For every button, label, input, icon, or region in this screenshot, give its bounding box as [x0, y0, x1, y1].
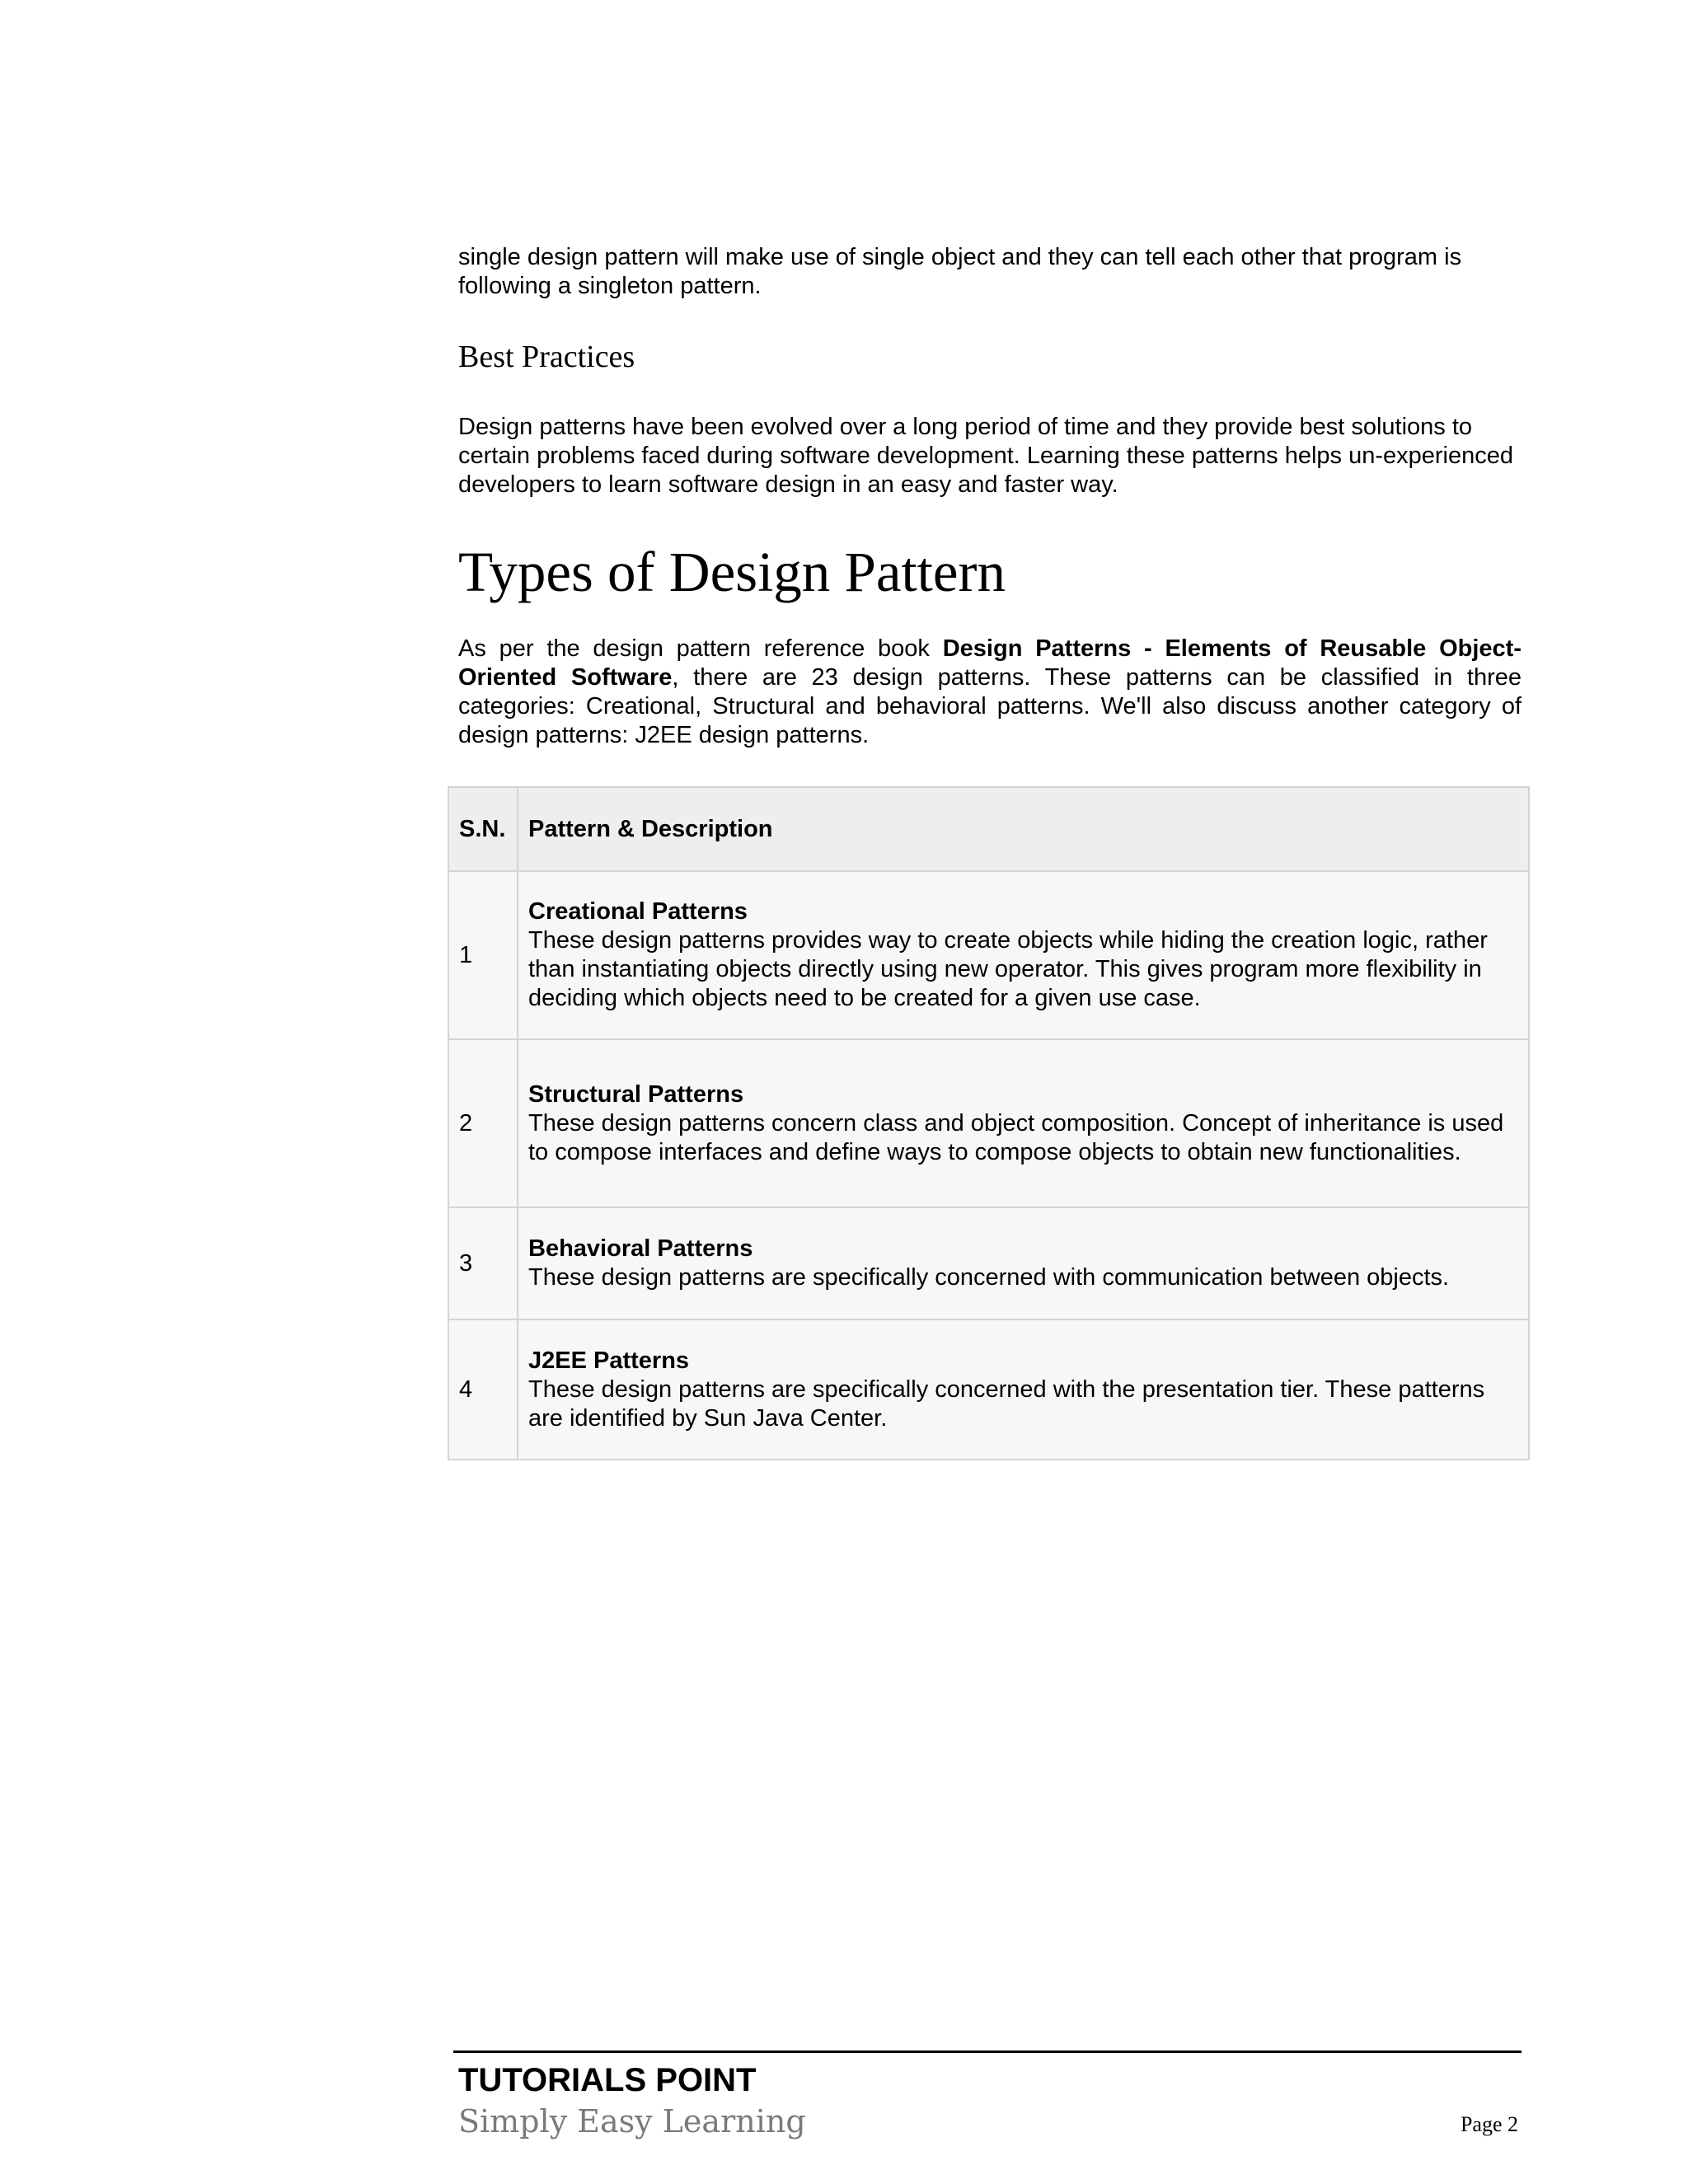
- row-sn: 4: [448, 1319, 518, 1460]
- best-practices-heading: Best Practices: [458, 340, 635, 374]
- row-title: Behavioral Patterns: [528, 1235, 753, 1262]
- patterns-table: [448, 786, 1530, 1460]
- row-sn: 3: [448, 1207, 518, 1319]
- footer-tagline: Simply Easy Learning: [458, 2103, 806, 2139]
- row-sn: 1: [448, 871, 518, 1039]
- table-header-row: [448, 787, 1529, 871]
- best-practices-paragraph: Design patterns have been evolved over a long period of time and they provide best solutions to certain problems faced during software development. Learning these patterns helps un-experienced developers to learn software design in an easy and faster way.: [458, 414, 1513, 498]
- types-paragraph-before: As per the design pattern reference book: [458, 635, 943, 662]
- types-paragraph: [458, 635, 1522, 750]
- row-content: [518, 871, 1529, 1039]
- row-content: [518, 1207, 1529, 1319]
- table-row: [448, 1039, 1529, 1207]
- row-title: J2EE Patterns: [528, 1347, 690, 1374]
- table-row: [448, 1319, 1529, 1460]
- row-title: Creational Patterns: [528, 898, 748, 925]
- types-paragraph-after: , there are 23 design patterns. These patterns can be classified in three categories: Creational, Structural and behavioral patterns. We'll also discuss another category of design patterns: J2EE design patterns.: [458, 664, 1522, 748]
- footer-brand: TUTORIALS POINT: [458, 2062, 757, 2098]
- page-number: Page 2: [1460, 2112, 1518, 2136]
- types-heading: Types of Design Pattern: [458, 541, 1006, 603]
- row-title: Structural Patterns: [528, 1080, 744, 1108]
- row-content: [518, 1039, 1529, 1207]
- intro-paragraph: single design pattern will make use of single object and they can tell each other that program is following a singleton pattern.: [458, 244, 1462, 299]
- header-sn: S.N.: [448, 787, 518, 871]
- row-description: These design patterns provides way to create objects while hiding the creation logic, rather than instantiating objects directly using new operator. This gives program more flexibility in deciding which objects need to be created for a given use case.: [528, 927, 1488, 1011]
- page-content: [458, 243, 1522, 750]
- header-pattern: Pattern & Description: [518, 787, 1529, 871]
- row-content: [518, 1319, 1529, 1460]
- book-title: Design Patterns - Elements of Reusable Object-Oriented Software: [458, 635, 1522, 691]
- table-row: [448, 871, 1529, 1039]
- footer-divider: [453, 2050, 1522, 2053]
- row-description: These design patterns are specifically concerned with the presentation tier. These patterns are identified by Sun Java Center.: [528, 1376, 1485, 1432]
- row-sn: 2: [448, 1039, 518, 1207]
- table-row: [448, 1207, 1529, 1319]
- row-description: These design patterns concern class and object composition. Concept of inheritance is used to compose interfaces and define ways to compose objects to obtain new functionalities.: [528, 1109, 1504, 1165]
- row-description: These design patterns are specifically concerned with communication between objects.: [528, 1264, 1450, 1291]
